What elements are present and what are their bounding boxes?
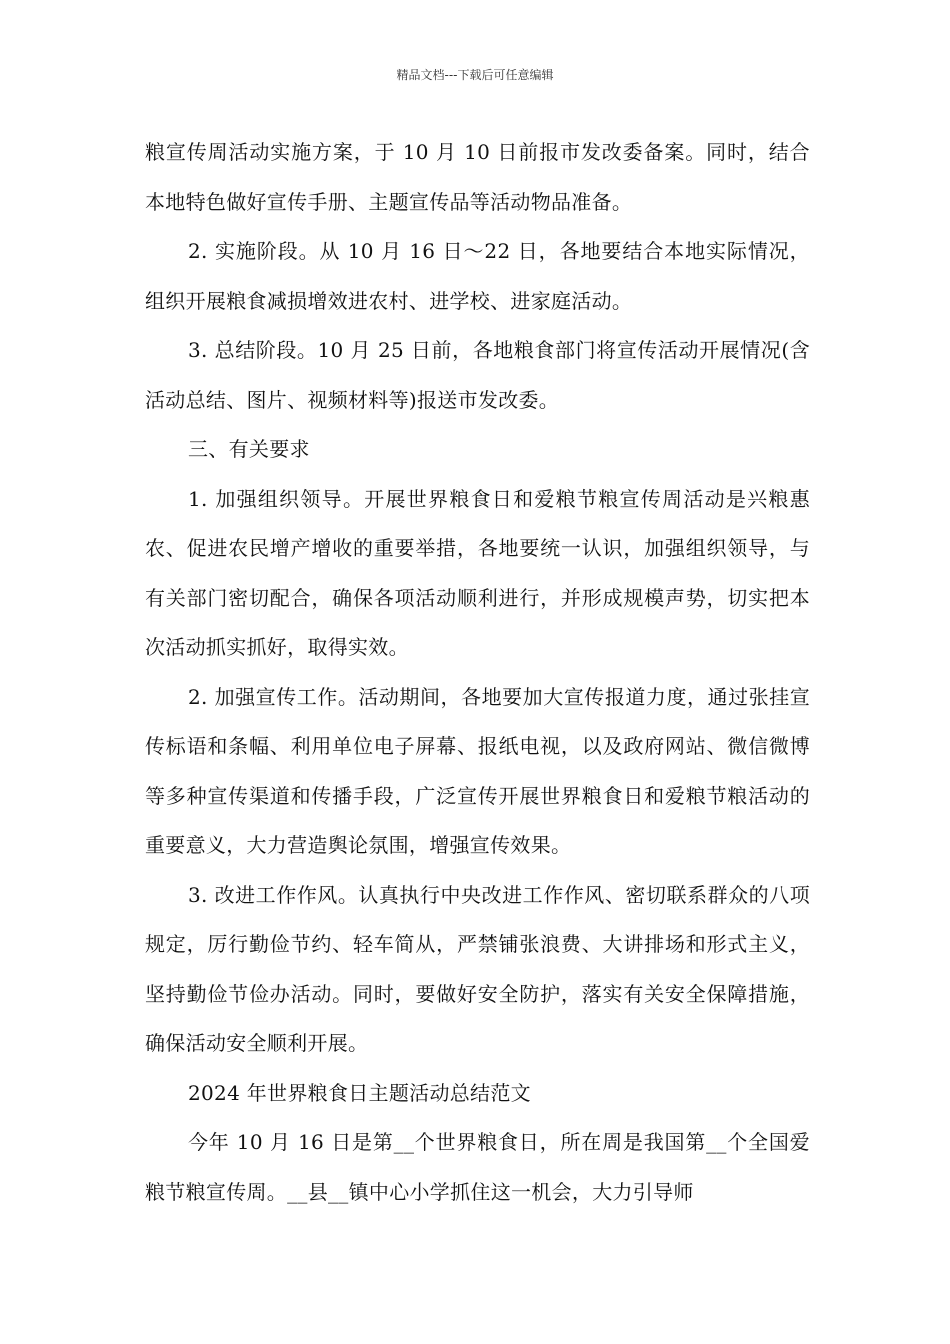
paragraph-summary-intro: 今年 10 月 16 日是第__个世界粮食日，所在周是我国第__个全国爱粮节粮宣传周。__县__镇中心小学抓住这一机会，大力引导师 bbox=[145, 1130, 810, 1204]
section-heading-requirements: 三、有关要求 bbox=[188, 437, 310, 461]
document-subtitle: 2024 年世界粮食日主题活动总结范文 bbox=[188, 1080, 531, 1105]
paragraph-implementation-stage: 2. 实施阶段。从 10 月 16 日～22 日，各地要结合本地实际情况，组织开展粮食减损增效进农村、进学校、进家庭活动。 bbox=[145, 239, 810, 313]
paragraph-improve-work-style: 3. 改进工作作风。认真执行中央改进工作作风、密切联系群众的八项规定，厉行勤俭节约、轻车简从，严禁铺张浪费、大讲排场和形式主义，坚持勤俭节俭办活动。同时，要做好安全防护，落实有关安全保障措施，确保活动安全顺利开展。 bbox=[145, 882, 810, 1055]
page-header: 精品文档---下载后可任意编辑 bbox=[396, 68, 554, 82]
paragraph-strengthen-leadership: 1. 加强组织领导。开展世界粮食日和爱粮节粮宣传周活动是兴粮惠农、促进农民增产增收的重要举措，各地要统一认识，加强组织领导，与有关部门密切配合，确保各项活动顺利进行，并形成规模声势，切实把本次活动抓实抓好，取得实效。 bbox=[145, 486, 810, 659]
paragraph-summary-stage: 3. 总结阶段。10 月 25 日前，各地粮食部门将宣传活动开展情况(含活动总结、图片、视频材料等)报送市发改委。 bbox=[145, 338, 810, 412]
paragraph-plan-filing: 粮宣传周活动实施方案，于 10 月 10 日前报市发改委备案。同时，结合本地特色做好宣传手册、主题宣传品等活动物品准备。 bbox=[145, 140, 810, 214]
paragraph-strengthen-publicity: 2. 加强宣传工作。活动期间，各地要加大宣传报道力度，通过张挂宣传标语和条幅、利用单位电子屏幕、报纸电视，以及政府网站、微信微博等多种宣传渠道和传播手段，广泛宣传开展世界粮食日和爱粮节粮活动的重要意义，大力营造舆论氛围，增强宣传效果。 bbox=[145, 684, 810, 857]
document-body bbox=[145, 128, 810, 1217]
